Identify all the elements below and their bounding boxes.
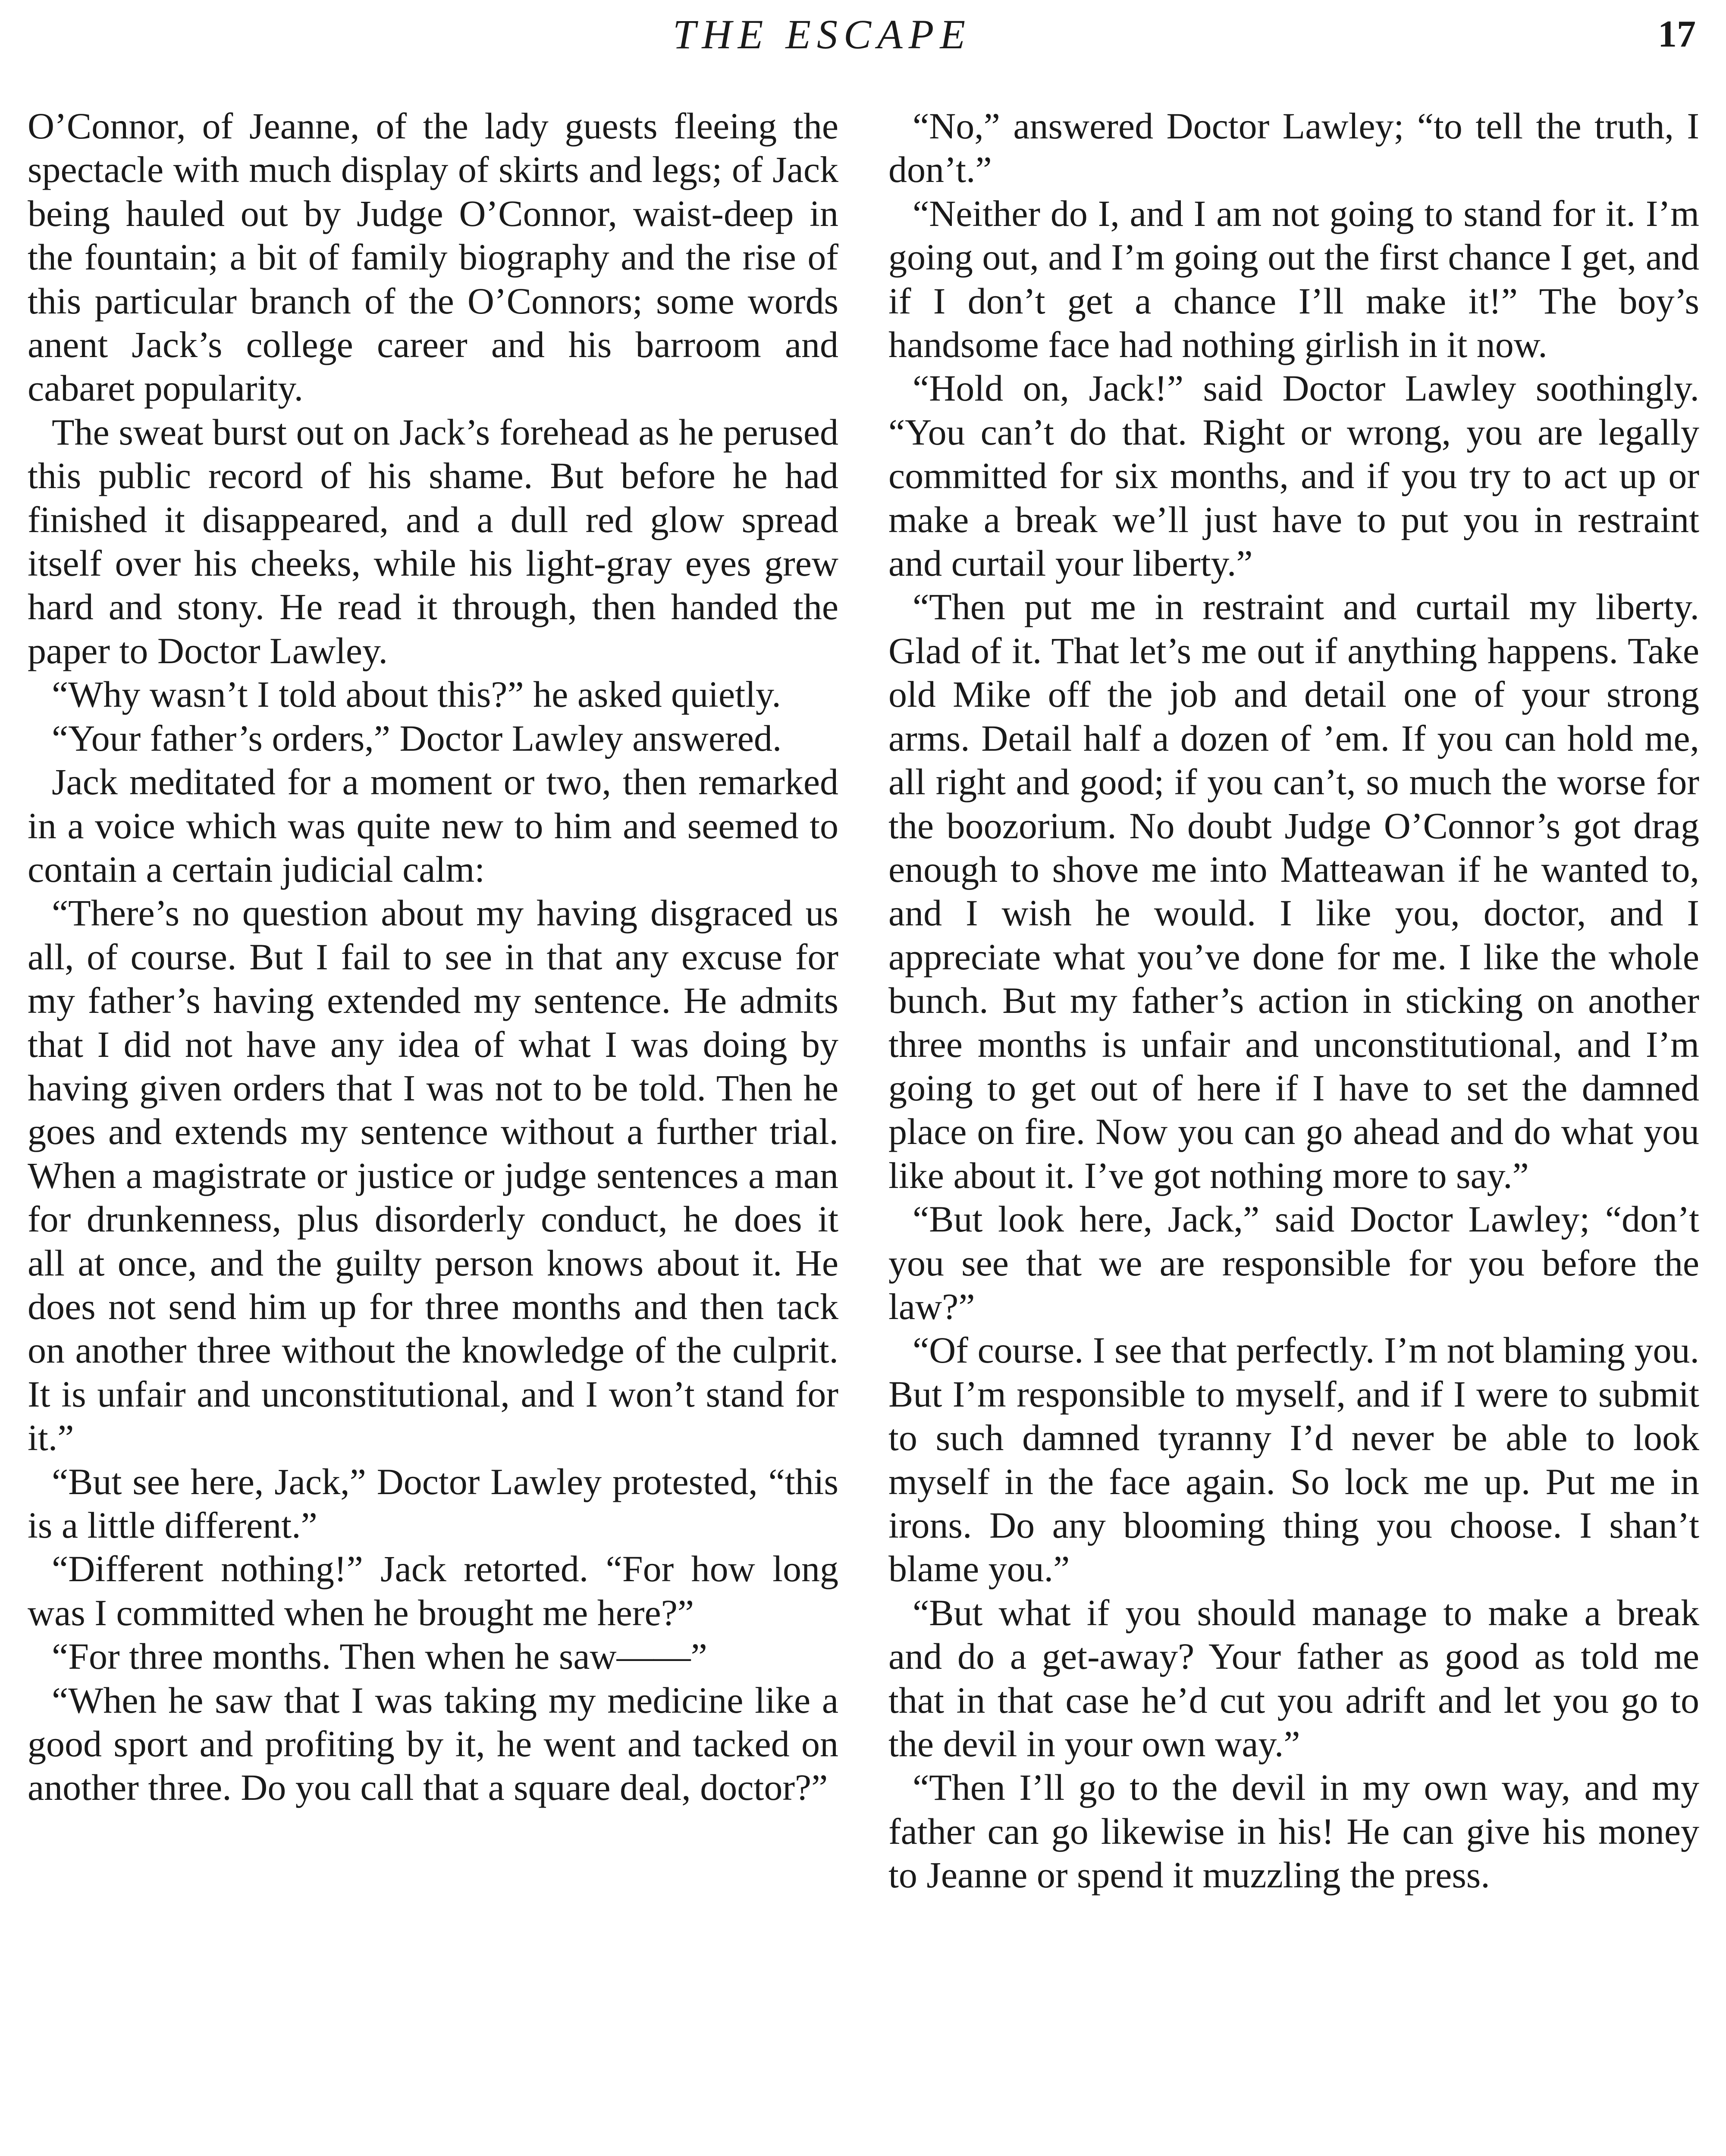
right-paragraph: “Neither do I, and I am not going to stand for it. I’m going out, and I’m going out the first chance I get, and if I don’t get a chance I’ll make it!” The boy’s handsome face had nothing girlish in it now. [888, 192, 1699, 366]
left-paragraph: “There’s no question about my having disgraced us all, of course. But I fail to see in that any excuse for my father’s having extended my sentence. He admits that I did not have any idea of what I was doing by having given orders that I was not to be told. Then he goes and extends my sentence without a further trial. When a magistrate or justice or judge sentences a man for drunkenness, plus disorderly conduct, he does it all at once, and the guilty person knows about it. He does not send him up for three months and then tack on another three without the knowledge of the culprit. It is unfair and unconstitutional, and I won’t stand for it.” [28, 892, 838, 1459]
running-head [0, 9, 1726, 60]
left-paragraph: “When he saw that I was taking my medicine like a good sport and profiting by it, he went and tacked on another three. Do you call that a square deal, doctor?” [28, 1679, 838, 1808]
left-paragraph: “Different nothing!” Jack retorted. “For how long was I committed when he brought me here?” [28, 1548, 838, 1633]
left-paragraph: O’Connor, of Jeanne, of the lady guests fleeing the spectacle with much display of skirts and legs; of Jack being hauled out by Judge O’Connor, waist-deep in the fountain; a bit of family biography and the rise of this particular branch of the O’Connors; some words anent Jack’s college career and his barroom and cabaret popularity. [28, 105, 838, 409]
right-paragraph: “Then put me in restraint and curtail my liberty. Glad of it. That let’s me out if anything happens. Take old Mike off the job and detail one of your strong arms. Detail half a dozen of ’em. If you can hold me, all right and good; if you can’t, so much the worse for the boozorium. No doubt Judge O’Connor’s got drag enough to shove me into Matteawan if he wanted to, and I wish he would. I like you, doctor, and I appreciate what you’ve done for me. I like the whole bunch. But my father’s action in sticking on another three months is unfair and unconstitutional, and I’m going to get out of here if I have to set the damned place on fire. Now you can go ahead and do what you like about it. I’ve got nothing more to say.” [888, 586, 1699, 1196]
right-paragraph: “No,” answered Doctor Lawley; “to tell the truth, I don’t.” [888, 105, 1699, 191]
left-paragraph: “But see here, Jack,” Doctor Lawley protested, “this is a little different.” [28, 1460, 838, 1546]
right-paragraph: “Then I’ll go to the devil in my own way, and my father can go likewise in his! He can give his money to Jeanne or spend it muzzling the press. [888, 1767, 1699, 1896]
left-paragraph: “For three months. Then when he saw——” [52, 1636, 707, 1677]
left-paragraph: “Why wasn’t I told about this?” he asked quietly. [52, 674, 781, 715]
right-paragraph: “But look here, Jack,” said Doctor Lawley; “don’t you see that we are responsible for you before the law?” [888, 1198, 1699, 1327]
right-paragraph: “But what if you should manage to make a break and do a get-away? Your father as good as told me that in that case he’d cut you adrift and let you go to the devil in your own way.” [888, 1592, 1699, 1765]
left-paragraph: The sweat burst out on Jack’s forehead as he perused this public record of his shame. But before he had finished it disappeared, and a dull red glow spread itself over his cheeks, while his light-gray eyes grew hard and stony. He read it through, then handed the paper to Doctor Lawley. [28, 411, 838, 671]
running-title: THE ESCAPE [673, 11, 971, 57]
left-paragraph: Jack meditated for a moment or two, then remarked in a voice which was quite new to him and seemed to contain a certain judicial calm: [28, 761, 838, 890]
left-column [28, 104, 838, 1810]
right-paragraph: “Of course. I see that perfectly. I’m not blaming you. But I’m responsible to myself, and if I were to submit to such damned tyranny I’d never be able to look myself in the face again. So lock me up. Put me in irons. Do any blooming thing you choose. I shan’t blame you.” [888, 1329, 1699, 1590]
right-column [888, 104, 1699, 1897]
right-paragraph: “Hold on, Jack!” said Doctor Lawley soothingly. “You can’t do that. Right or wrong, you are legally committed for six months, and if you try to act up or make a break we’ll just have to put you in restraint and curtail your liberty.” [888, 367, 1699, 584]
page-number: 17 [1658, 13, 1696, 55]
left-paragraph: “Your father’s orders,” Doctor Lawley answered. [52, 717, 782, 759]
